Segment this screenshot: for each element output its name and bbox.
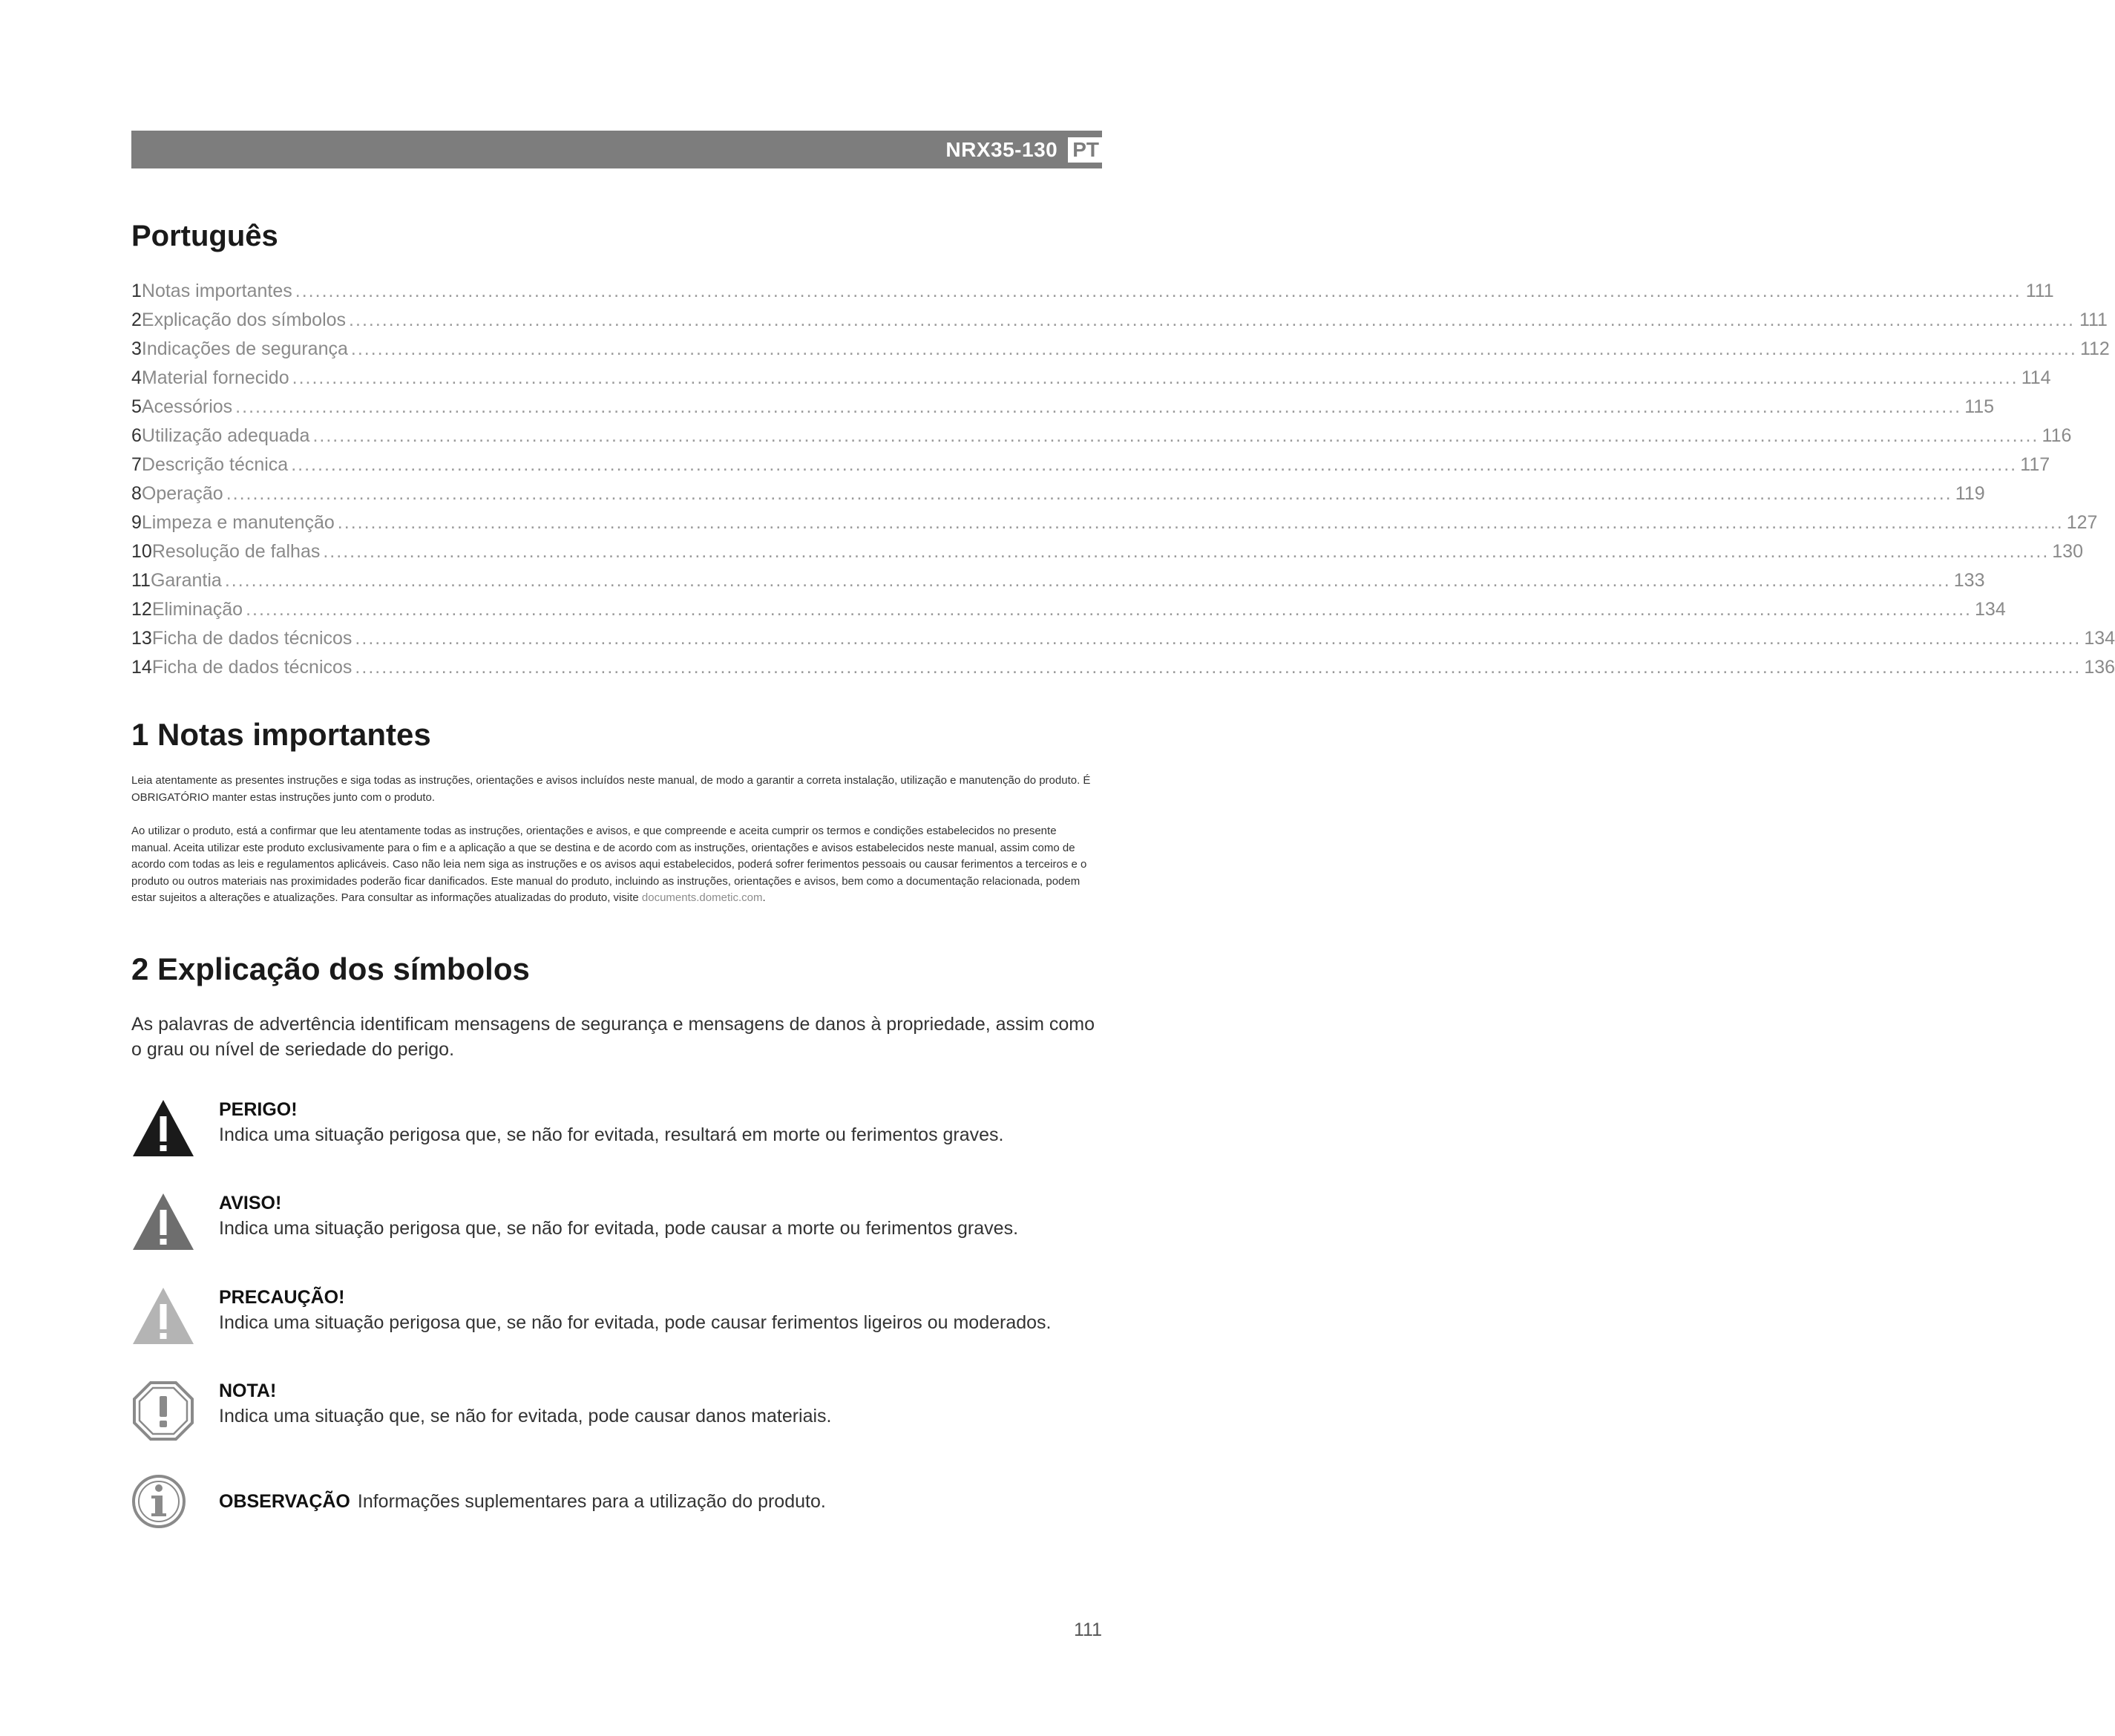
toc-number: 5 — [131, 396, 142, 417]
toc-page-number: 115 — [1964, 396, 1995, 417]
toc-row[interactable] — [131, 599, 2006, 628]
notice-octagon-icon — [131, 1378, 195, 1442]
symbol-info-text — [219, 1489, 1104, 1514]
toc-page-number: 130 — [2052, 541, 2083, 562]
symbol-description: Indica uma situação perigosa que, se não for evitada, pode causar ferimentos ligeiros ou moderados. — [219, 1312, 1052, 1333]
toc-page-number: 117 — [2020, 454, 2050, 475]
symbol-description: Indica uma situação perigosa que, se não for evitada, pode causar a morte ou ferimentos graves. — [219, 1218, 1019, 1239]
toc-number: 8 — [131, 483, 142, 504]
toc-title: Operação — [141, 483, 223, 504]
toc-dot-leader: .................................................................................................................................................................................................................................................................... — [226, 483, 1952, 504]
toc-dot-leader: .................................................................................................................................................................................................................................................................... — [292, 367, 2019, 388]
toc-dot-leader: .................................................................................................................................................................................................................................................................... — [224, 570, 1951, 591]
toc-row[interactable] — [131, 309, 2108, 338]
toc-page-number: 134 — [2084, 628, 2115, 649]
section-1-title: 1 Notas importantes — [131, 717, 431, 752]
toc-dot-leader: .................................................................................................................................................................................................................................................................... — [246, 599, 1973, 620]
symbol-caution-text — [219, 1285, 1104, 1335]
section-2-title: 2 Explicação dos símbolos — [131, 951, 530, 986]
link-period: . — [762, 891, 766, 904]
symbol-label: OBSERVAÇÃO — [219, 1491, 350, 1512]
toc-page-number: 114 — [2021, 367, 2051, 388]
toc-title: Acessórios — [141, 396, 233, 417]
toc-title: Eliminação — [151, 599, 243, 620]
symbol-description: Informações suplementares para a utilização do produto. — [357, 1491, 826, 1512]
symbol-label: NOTA! — [219, 1380, 277, 1401]
toc-dot-leader: .................................................................................................................................................................................................................................................................... — [355, 628, 2082, 649]
symbol-label: AVISO! — [219, 1193, 282, 1213]
symbol-label: PRECAUÇÃO! — [219, 1287, 345, 1308]
toc-number: 13 — [131, 628, 152, 649]
toc-row[interactable] — [131, 512, 2098, 541]
language-code-badge: PT — [1068, 137, 1102, 163]
toc-row[interactable] — [131, 657, 2115, 686]
toc-row[interactable] — [131, 570, 1985, 599]
caution-icon — [131, 1285, 195, 1349]
toc-number: 12 — [131, 599, 152, 620]
danger-warning-icon — [131, 1097, 195, 1161]
toc-title: Ficha de dados técnicos — [151, 628, 352, 649]
toc-number: 4 — [131, 367, 142, 388]
toc-row[interactable] — [131, 425, 2072, 454]
toc-page-number: 112 — [2079, 338, 2110, 359]
toc-page-number: 134 — [1975, 599, 2006, 620]
toc-dot-leader: .................................................................................................................................................................................................................................................................... — [337, 512, 2064, 533]
symbol-description: Indica uma situação perigosa que, se não for evitada, resultará em morte ou ferimentos graves. — [219, 1124, 1004, 1145]
toc-title: Utilização adequada — [141, 425, 310, 446]
toc-number: 9 — [131, 512, 142, 533]
toc-row[interactable] — [131, 628, 2115, 657]
toc-dot-leader: .................................................................................................................................................................................................................................................................... — [312, 425, 2039, 446]
section-2-intro: As palavras de advertência identificam mensagens de segurança e mensagens de danos à propriedade, assim como o grau ou nível de seriedade do perigo. — [131, 1014, 1095, 1060]
toc-dot-leader: .................................................................................................................................................................................................................................................................... — [235, 396, 1962, 417]
toc-number: 10 — [131, 541, 152, 562]
toc-title: Resolução de falhas — [151, 541, 321, 562]
toc-title: Material fornecido — [141, 367, 289, 388]
toc-number: 3 — [131, 338, 142, 359]
toc-number: 11 — [131, 570, 151, 591]
toc-dot-leader: .................................................................................................................................................................................................................................................................... — [323, 541, 2050, 562]
header-bar — [131, 131, 1102, 168]
symbol-danger-text — [219, 1097, 1104, 1147]
toc-number: 14 — [131, 657, 152, 678]
toc-page-number: 119 — [1955, 483, 1985, 504]
symbol-label: PERIGO! — [219, 1099, 298, 1120]
documents-link[interactable]: documents.dometic.com — [641, 891, 763, 904]
toc-page-number: 136 — [2084, 657, 2115, 678]
page-number: 111 — [1073, 1619, 1102, 1640]
symbol-warning-text — [219, 1190, 1104, 1241]
toc-dot-leader: .................................................................................................................................................................................................................................................................... — [355, 657, 2082, 678]
toc-number: 6 — [131, 425, 142, 446]
toc-page-number: 111 — [2025, 281, 2054, 301]
table-of-contents — [131, 281, 2115, 686]
toc-title: Explicação dos símbolos — [141, 309, 347, 330]
toc-title: Indicações de segurança — [141, 338, 348, 359]
toc-row[interactable] — [131, 454, 2050, 483]
toc-row[interactable] — [131, 483, 1985, 512]
toc-title: Limpeza e manutenção — [141, 512, 335, 533]
toc-page-number: 133 — [1953, 570, 1985, 591]
toc-page-number: 111 — [2079, 309, 2108, 330]
section-1-paragraph-1: Leia atentamente as presentes instruções e siga todas as instruções, orientações e avisos incluídos neste manual, de modo a garantir a correta instalação, utilização e manutenção do produto. É OBRIGATÓRIO manter estas instruções junto com o produto. — [131, 774, 1091, 804]
toc-row[interactable] — [131, 541, 2083, 570]
toc-number: 1 — [131, 281, 142, 301]
toc-number: 7 — [131, 454, 142, 475]
toc-number: 2 — [131, 309, 142, 330]
language-title: Português — [131, 220, 278, 252]
warning-icon — [131, 1190, 195, 1254]
toc-dot-leader: .................................................................................................................................................................................................................................................................... — [295, 281, 2021, 301]
toc-row[interactable] — [131, 396, 1995, 425]
toc-row[interactable] — [131, 367, 2051, 396]
toc-page-number: 127 — [2066, 512, 2098, 533]
symbol-description: Indica uma situação que, se não for evitada, pode causar danos materiais. — [219, 1406, 832, 1427]
toc-dot-leader: .................................................................................................................................................................................................................................................................... — [291, 454, 2018, 475]
toc-page-number: 116 — [2042, 425, 2072, 446]
toc-title: Descrição técnica — [141, 454, 289, 475]
toc-row[interactable] — [131, 281, 2054, 309]
toc-title: Garantia — [150, 570, 222, 591]
toc-row[interactable] — [131, 338, 2110, 367]
toc-title: Notas importantes — [141, 281, 292, 301]
toc-title: Ficha de dados técnicos — [151, 657, 352, 678]
symbol-notice-text — [219, 1378, 1104, 1429]
section-1-paragraph-2-text: Ao utilizar o produto, está a confirmar que leu atentamente todas as instruções, orientações e avisos, e que compreende e aceita cumprir os termos e condições estabelecidos no presente manual. Aceita utilizar este produto exclusivamente para o fim e a aplicação a que se destina e de acordo com as instruções, orientações e avisos estabelecidos neste manual, assim como de acordo com todas as leis e regulamentos aplicáveis. Caso não leia nem siga as instruções e os avisos aqui estabelecidos, poderá sofrer ferimentos pessoais ou causar ferimentos a terceiros e o produto ou outros materiais nas proximidades poderão ficar danificados. Este manual do produto, incluindo as instruções, orientações e avisos, bem como a documentação relacionada, podem estar sujeitos a alterações e atualizações. Para consultar as informações atualizadas do produto, visite — [131, 825, 1087, 904]
section-1-paragraph-2 — [131, 823, 1093, 907]
toc-dot-leader: .................................................................................................................................................................................................................................................................... — [349, 309, 2075, 330]
info-icon — [131, 1470, 195, 1533]
toc-dot-leader: .................................................................................................................................................................................................................................................................... — [350, 338, 2077, 359]
model-number: NRX35-130 — [945, 137, 1058, 161]
